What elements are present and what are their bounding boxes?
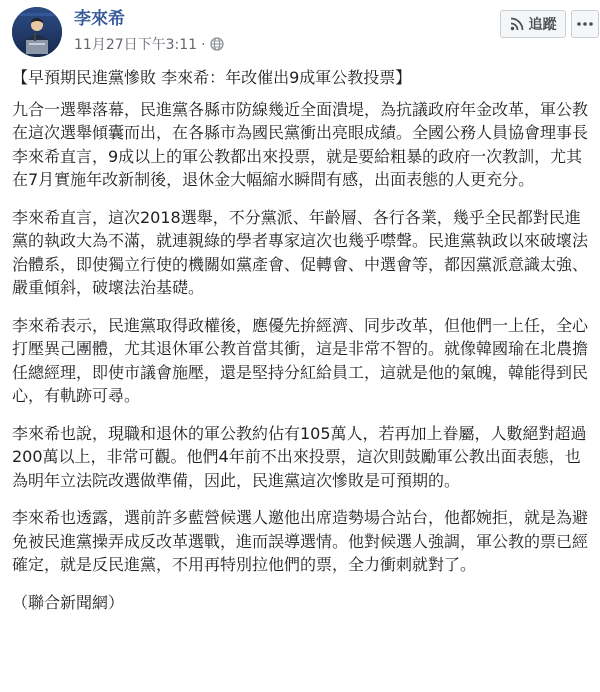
post-header xyxy=(12,6,592,62)
more-options-icon xyxy=(577,22,593,26)
post-paragraph-4: 李來希也說，現職和退休的軍公教約佔有105萬人，若再加上眷屬，人數絕對超過200萬以上，非常可觀。他們4年前不出來投票，這次則鼓勵軍公教出面表態，也為明年立法院改選做準備，因此，民進黨這次慘敗是可預期的。 xyxy=(12,423,587,490)
post-body xyxy=(12,66,590,628)
post-meta xyxy=(74,36,224,54)
person-at-podium-icon xyxy=(12,7,62,57)
rss-follow-icon xyxy=(510,17,524,31)
follow-button[interactable] xyxy=(500,10,566,38)
post-paragraph-1: 九合一選舉落幕，民進黨各縣市防線幾近全面潰堤，為抗議政府年金改革，軍公教在這次選舉傾囊而出，在各縣市為國民黨衝出亮眼成績。全國公務人員協會理事長李來希直言，9成以上的軍公教都出來投票，就是要給粗暴的政府一次教訓，尤其在7月實施年改新制後，退休金大幅縮水瞬間有感，出面表態的人更充分。 xyxy=(12,99,589,189)
post-paragraph-5: 李來希也透露，選前許多藍營候選人邀他出席造勢場合站台，他都婉拒，就是為避免被民進黨操弄成反改革選戰，進而誤導選情。他對候選人強調，軍公教的票已經確定，就是反民進黨，不用再特別拉他們的票，全力衝刺就對了。 xyxy=(12,508,589,574)
author-name[interactable]: 李來希 xyxy=(74,9,125,29)
post-source: （聯合新聞網） xyxy=(12,592,125,612)
more-options-button[interactable] xyxy=(571,10,599,38)
post-paragraph-3: 李來希表示，民進黨取得政權後，應優先拚經濟、同步改革，但他們一上任，全心打壓異己團體，尤其退休軍公教首當其衝，這是非常不智的。就像韓國瑜在北農擔任總經理，即使市議會施壓，還是堅持分紅給員工，這就是他的氣魄，韓能得到民心，有軌跡可尋。 xyxy=(12,315,589,405)
post-headline: 【早預期民進黨慘敗 李來希：年改催出9成軍公教投票】 xyxy=(12,68,412,87)
meta-separator: · xyxy=(201,37,206,53)
post-paragraph-2: 李來希直言，這次2018選舉，不分黨派、年齡層、各行各業，幾乎全民都對民進黨的執政大為不滿，就連親綠的學者專家這次也幾乎噤聲。民進黨執政以來破壞法治體系，即使獨立行使的機關如黨產會、促轉會、中選會等，都因黨派意識太強、嚴重傾斜，破壞法治基礎。 xyxy=(12,207,589,297)
author-avatar[interactable] xyxy=(12,7,62,57)
post-timestamp[interactable]: 11月27日下午3:11 xyxy=(74,37,198,53)
follow-label: 追蹤 xyxy=(528,17,557,33)
globe-icon[interactable] xyxy=(210,37,224,51)
